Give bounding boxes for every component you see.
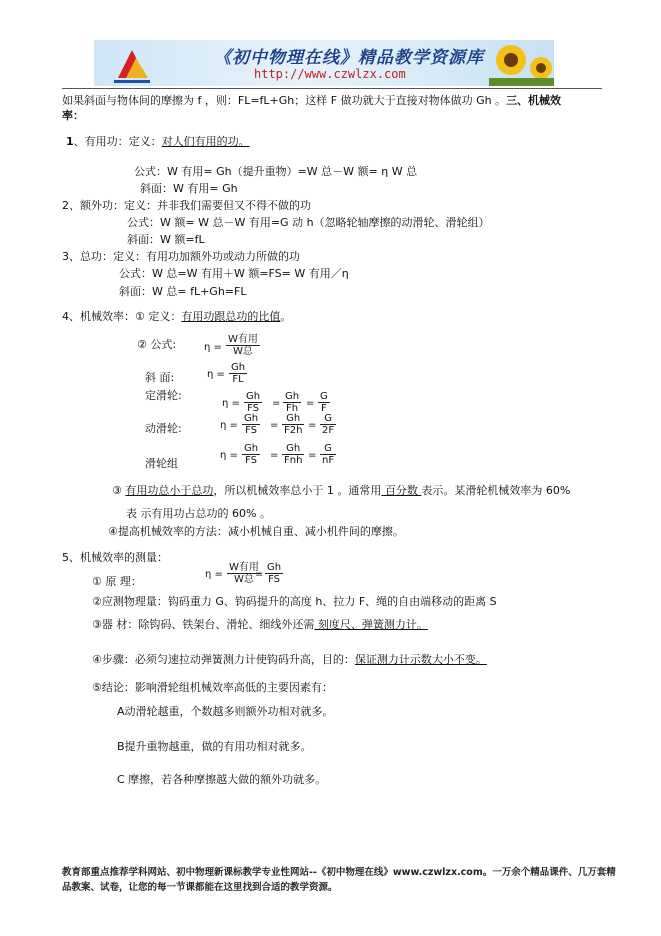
eta-symbol: η =	[220, 420, 238, 431]
s5-steps: ④步骤：必须匀速拉动弹簧测力计使钩码升高，目的：保证测力计示数大小不变。	[92, 653, 487, 666]
equals-sign: =	[270, 450, 279, 461]
fraction-numerator: W有用	[228, 334, 258, 345]
principle-fraction-1: W有用 W总	[229, 562, 259, 585]
s5-equipment: ③器 材：除钩码、铁架台、滑轮、细线外还需 刻度尺、弹簧测力计。	[92, 618, 428, 631]
s4-formula-label: ② 公式:	[137, 338, 177, 351]
s5-principle-label: ① 原 理：	[92, 575, 142, 588]
s4-dot: 。	[280, 310, 292, 323]
s1-num: 1	[66, 135, 74, 148]
s4-point3-underlined: 有用功总小于总功	[125, 484, 214, 497]
s1-incline: 斜面：W 有用= Gh	[140, 182, 238, 195]
s4-point3: ③ 有用功总小于总功，所以机械效率总小于 1 。通常用 百分数 表示。某滑轮机械效率为 60%	[112, 484, 571, 497]
equals-sign: =	[272, 398, 281, 409]
fixed-fraction-2: $\frac{Gh}{Fh}$	[285, 391, 300, 414]
s3-incline: 斜面：W 总= fL+Gh=FL	[119, 285, 247, 298]
header-banner	[94, 40, 554, 86]
site-logo	[112, 44, 152, 84]
fraction-denominator: W总	[233, 346, 253, 357]
eta-symbol: η =	[204, 342, 222, 353]
factor-c: C 摩擦，若各种摩擦越大做的额外功就多。	[117, 773, 327, 786]
banner-title: 《初中物理在线》精品教学资源库	[214, 48, 484, 68]
s4-point3-blank: 百分数	[381, 484, 422, 497]
equals-sign: =	[308, 450, 317, 461]
s1-heading	[66, 133, 250, 149]
s3-heading: 3、总功：定义：有用功加额外功或动力所做的功	[62, 250, 300, 263]
movable-pulley-label: 动滑轮:	[145, 422, 182, 435]
s1-formula-label: 公式：	[134, 165, 167, 178]
eta-symbol: η =	[220, 450, 238, 461]
pulley-group-label: 滑轮组	[145, 457, 178, 470]
equals-sign: =	[270, 420, 279, 431]
s5-steps-underlined: 保证测力计示数大小不变。	[354, 653, 487, 666]
s5-quantities: ②应测物理量：钩码重力 G、钩码提升的高度 h、拉力 F、绳的自由端移动的距离 S	[92, 595, 497, 608]
section3-heading: 三、机械效	[506, 94, 562, 107]
movable-fraction-1: $\frac{Gh}{FS}$	[244, 413, 259, 436]
s4-head: 4、机械效率：① 定义：	[62, 310, 182, 323]
movable-fraction-3: $\frac{G}{2F}$	[322, 413, 335, 436]
s2-heading: 2、额外功：定义：并非我们需要但又不得不做的功	[62, 199, 311, 212]
movable-fraction-2: $\frac{Gh}{F2h}$	[284, 413, 303, 436]
factor-b: B提升重物越重，做的有用功相对就多。	[117, 740, 312, 753]
s5-heading: 5、机械效率的测量：	[62, 551, 168, 564]
page-footer: 教育部重点推荐学科网站、初中物理新课标教学专业性网站--《初中物理在线》www.czwlzx.com。一万余个精品课件、几万套精品教案、试卷，让您的每一节课都能在这里找到合适的教学资源。	[62, 867, 616, 893]
eta-symbol: η =	[207, 369, 225, 380]
s4-point3-line2: 表 示有用功占总功的 60% 。	[126, 507, 271, 520]
banner-url[interactable]: http://www.czwlzx.com	[254, 67, 406, 81]
s3-formula: 公式：W 总=W 有用＋W 额=FS= W 有用／η	[119, 267, 349, 280]
group-fraction-1: $\frac{Gh}{FS}$	[244, 443, 259, 466]
group-fraction-2: Gh Fnh	[284, 443, 303, 466]
principle-fraction-2: $\frac{Gh}{FS}$	[267, 562, 282, 585]
equals-sign: =	[308, 420, 317, 431]
intro-line	[62, 92, 561, 108]
s4-definition: 有用功跟总功的比值	[181, 310, 281, 323]
fixed-pulley-label: 定滑轮:	[145, 389, 182, 402]
equals-sign: =	[306, 398, 315, 409]
equals-sign: =	[255, 569, 264, 580]
s2-incline: 斜面：W 额=fL	[127, 233, 205, 246]
eta-symbol: η =	[205, 569, 223, 580]
incline-fraction: $\frac{Gh}{FL}$	[231, 362, 246, 385]
factor-a: A动滑轮越重，个数越多则额外功相对就多。	[117, 705, 334, 718]
fixed-fraction-1: $\frac{Gh}{FS}$	[246, 391, 261, 414]
s5-conclusion: ⑤结论：影响滑轮组机械效率高低的主要因素有：	[92, 681, 333, 694]
efficiency-fraction	[226, 334, 260, 357]
s4-point4: ④提高机械效率的方法：减小机械自重、减小机件间的摩擦。	[108, 525, 404, 538]
s1-formula	[134, 163, 417, 179]
incline-label: 斜 面:	[145, 371, 175, 384]
sunflower-image	[489, 40, 554, 86]
header-rule	[62, 88, 602, 89]
s1-definition: 对人们有用的功。	[161, 135, 250, 148]
group-fraction-3: $\frac{G}{nF}$	[322, 443, 335, 466]
intro-line2: 率：	[62, 109, 84, 122]
intro-text: 如果斜面与物体间的摩擦为 f ，则：FL=fL+Gh；这样 F 做功就大于直接对物体做功 Gh 。	[62, 94, 507, 107]
s4-heading	[62, 308, 291, 324]
s5-equipment-underlined: 刻度尺、弹簧测力计。	[314, 618, 428, 631]
s1-formula-text: W 有用= Gh（提升重物）=W 总－W 额= η W 总	[167, 165, 418, 178]
s1-head: 、有用功：定义：	[73, 135, 162, 148]
s2-formula: 公式：W 额= W 总－W 有用=G 动 h（忽略轮轴摩擦的动滑轮、滑轮组）	[127, 216, 490, 229]
eta-symbol: η =	[222, 398, 240, 409]
fixed-fraction-3: $\frac{G}{F}$	[320, 391, 328, 414]
